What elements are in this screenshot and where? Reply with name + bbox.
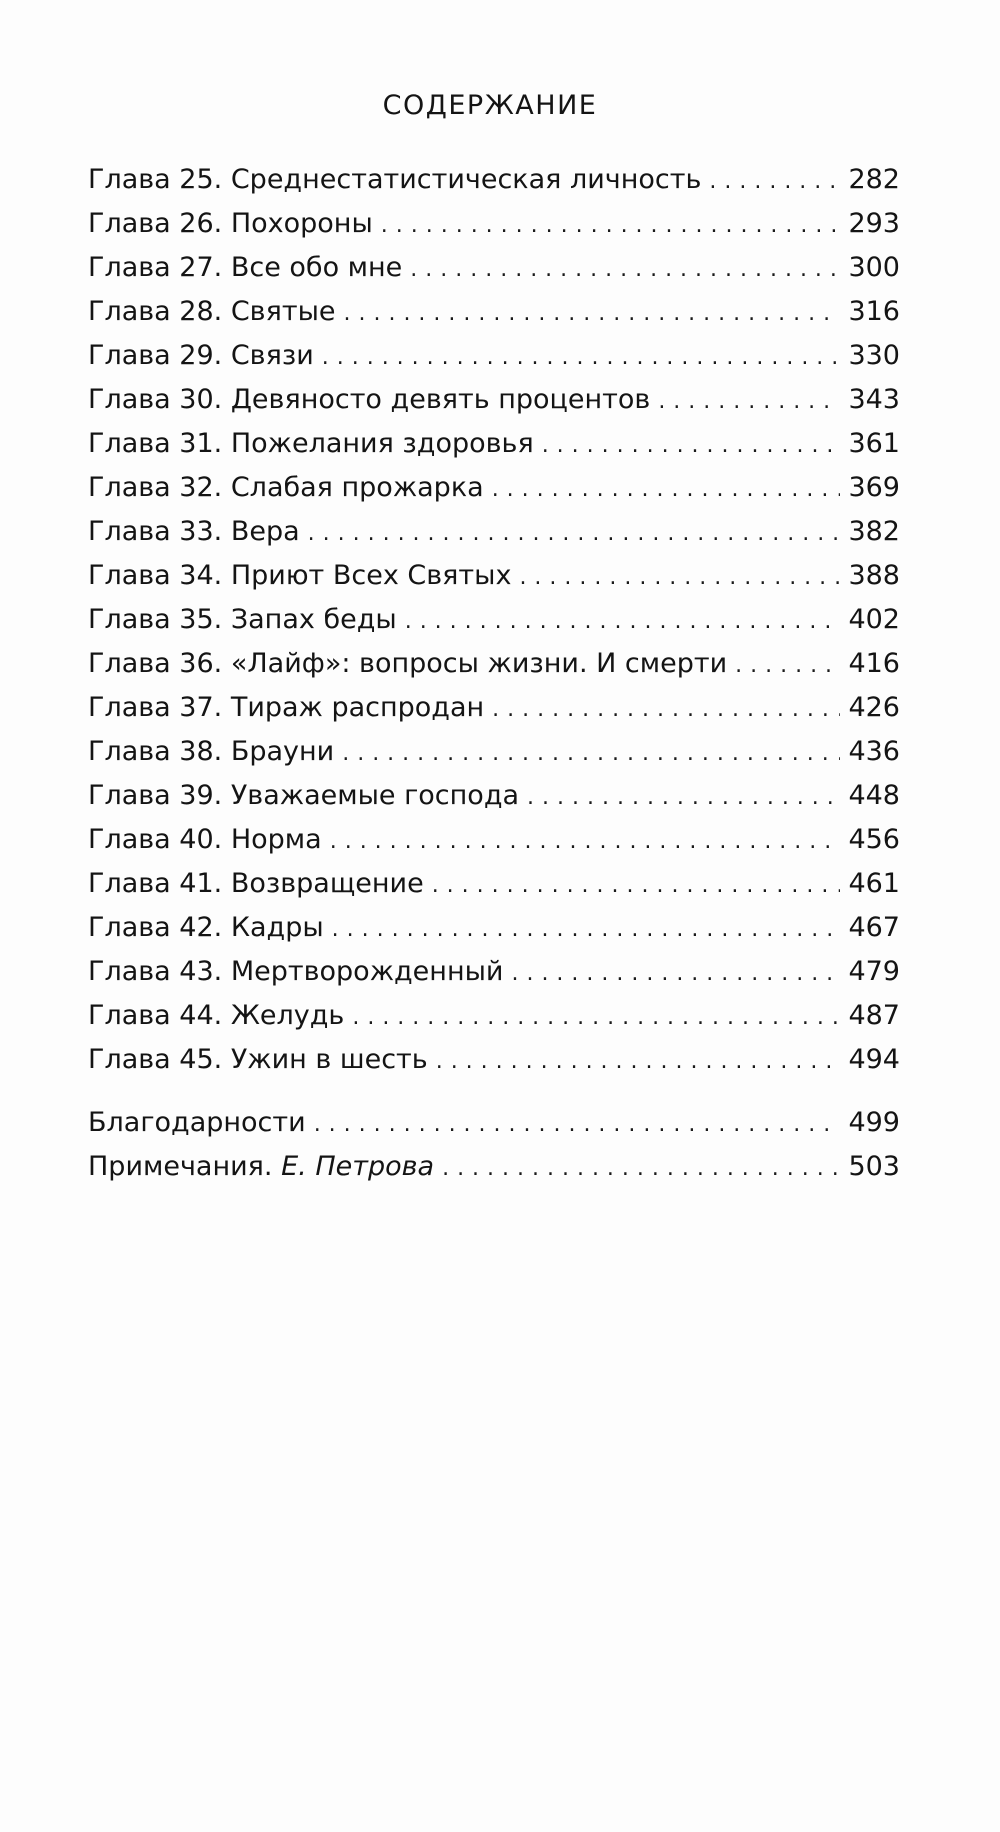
toc-entry-label: Глава 41. Возвращение [88, 868, 424, 899]
toc-entry-page: 369 [848, 472, 900, 503]
toc-entry-page: 467 [848, 912, 900, 943]
toc-entry [88, 1044, 900, 1088]
toc-entry-label: Глава 31. Пожелания здоровья [88, 428, 534, 459]
dot-leader [542, 433, 841, 458]
dot-leader [332, 917, 841, 942]
toc-entry [88, 956, 900, 1000]
toc-entry-page: 487 [848, 1000, 900, 1031]
dot-leader [492, 477, 841, 502]
toc-entry-label: Глава 38. Брауни [88, 736, 335, 767]
toc-entry [88, 824, 900, 868]
table-of-contents [88, 164, 900, 1195]
dot-leader [492, 697, 840, 722]
toc-entry-label: Глава 25. Среднестатистическая личность [88, 164, 702, 195]
toc-entry-label-text: Примечания. [88, 1151, 273, 1182]
toc-entry-label: Глава 36. «Лайф»: вопросы жизни. И смерти [88, 648, 728, 679]
toc-entry [88, 384, 900, 428]
dot-leader [405, 609, 841, 634]
toc-entry [88, 296, 900, 340]
dot-leader [436, 1049, 841, 1074]
toc-entry-page: 282 [848, 164, 900, 195]
toc-entry-label [88, 1151, 442, 1182]
dot-leader [442, 1156, 840, 1181]
toc-entry-notes [88, 1151, 900, 1195]
toc-entry-label: Глава 34. Приют Всех Святых [88, 560, 512, 591]
toc-entry-page: 300 [848, 252, 900, 283]
toc-entry [88, 516, 900, 560]
toc-entry-page: 494 [848, 1044, 900, 1075]
toc-entry [88, 472, 900, 516]
dot-leader [330, 829, 841, 854]
dot-leader [511, 961, 840, 986]
dot-leader [352, 1005, 840, 1030]
toc-entry [88, 780, 900, 824]
toc-entry [88, 604, 900, 648]
dot-leader [658, 389, 840, 414]
toc-entry-page: 436 [848, 736, 900, 767]
toc-entry-page: 426 [848, 692, 900, 723]
toc-entry [88, 868, 900, 912]
toc-entry-page: 293 [848, 208, 900, 239]
toc-entry-author: Е. Петрова [281, 1151, 435, 1182]
toc-entry-label: Глава 27. Все обо мне [88, 252, 403, 283]
toc-entry-page: 361 [848, 428, 900, 459]
toc-entry-label: Глава 32. Слабая прожарка [88, 472, 484, 503]
toc-entry-page: 343 [848, 384, 900, 415]
toc-entry [88, 912, 900, 956]
toc-entry-label: Глава 35. Запах беды [88, 604, 397, 635]
toc-entry [88, 164, 900, 208]
toc-entry-page: 503 [848, 1151, 900, 1182]
toc-entry-label: Глава 39. Уважаемые господа [88, 780, 520, 811]
toc-entry-label: Глава 37. Тираж распродан [88, 692, 485, 723]
toc-entry-label: Глава 40. Норма [88, 824, 322, 855]
toc-entry-page: 456 [848, 824, 900, 855]
toc-entry-page: 499 [848, 1107, 900, 1138]
toc-entry-label: Глава 43. Мертворожденный [88, 956, 504, 987]
toc-entry-page: 330 [848, 340, 900, 371]
toc-entry-label: Глава 30. Девяносто девять процентов [88, 384, 651, 415]
dot-leader [735, 653, 840, 678]
dot-leader [322, 345, 841, 370]
dot-leader [432, 873, 841, 898]
toc-entry-label: Глава 33. Вера [88, 516, 300, 547]
toc-entry [88, 560, 900, 604]
toc-entry-page: 316 [848, 296, 900, 327]
dot-leader [527, 785, 840, 810]
dot-leader [308, 521, 841, 546]
toc-entry-label: Глава 44. Желудь [88, 1000, 345, 1031]
dot-leader [410, 257, 840, 282]
dot-leader [709, 169, 840, 194]
toc-entry [88, 692, 900, 736]
toc-entry-label: Глава 26. Похороны [88, 208, 373, 239]
dot-leader [519, 565, 840, 590]
chapter-list [88, 164, 900, 1088]
page-title: СОДЕРЖАНИЕ [382, 90, 598, 121]
toc-entry-page: 479 [848, 956, 900, 987]
dot-leader [342, 741, 840, 766]
toc-entry [88, 208, 900, 252]
toc-entry-acknowledgements [88, 1107, 900, 1151]
toc-entry-page: 448 [848, 780, 900, 811]
toc-entry-label: Глава 29. Связи [88, 340, 314, 371]
toc-entry-page: 402 [848, 604, 900, 635]
toc-entry [88, 1000, 900, 1044]
toc-entry [88, 648, 900, 692]
toc-entry [88, 340, 900, 384]
dot-leader [381, 213, 841, 238]
toc-entry-label: Благодарности [88, 1107, 306, 1138]
dot-leader [314, 1112, 841, 1137]
toc-entry [88, 736, 900, 780]
toc-entry-page: 382 [848, 516, 900, 547]
toc-entry-page: 461 [848, 868, 900, 899]
toc-entry [88, 428, 900, 472]
toc-entry [88, 252, 900, 296]
toc-entry-label: Глава 45. Ужин в шесть [88, 1044, 428, 1075]
dot-leader [344, 301, 841, 326]
section-gap [88, 1088, 900, 1107]
toc-entry-page: 388 [848, 560, 900, 591]
toc-entry-label: Глава 42. Кадры [88, 912, 324, 943]
toc-entry-label: Глава 28. Святые [88, 296, 336, 327]
toc-entry-page: 416 [848, 648, 900, 679]
